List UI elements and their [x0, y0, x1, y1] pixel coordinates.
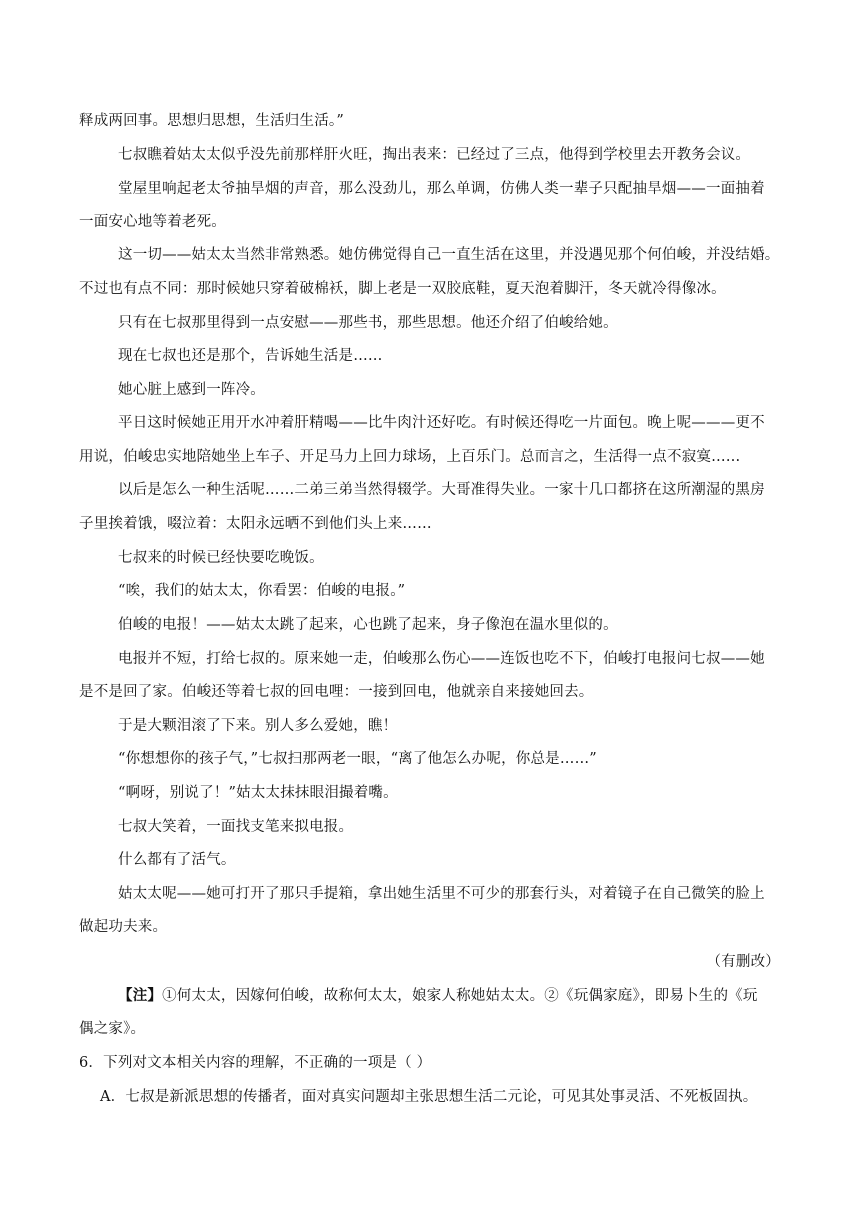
text-line: 七叔大笑着，一面找支笔来拟电报。 — [118, 819, 354, 835]
text-line: 用说，伯峻忠实地陪她坐上车子、开足马力上回力球场，上百乐门。总而言之，生活得一点不寂寞…… — [79, 449, 741, 465]
text-line: 是不是回了家。伯峻还等着七叔的回电哩：一接到回电，他就亲自来接她回去。 — [79, 684, 594, 700]
annotation-line — [118, 986, 758, 1006]
text-line: 一面安心地等着老死。 — [79, 214, 226, 230]
annotation-label: 【注】 — [118, 987, 163, 1004]
text-line: 以后是怎么一种生活呢……二弟三弟当然得辍学。大哥准得失业。一家十几口都挤在这所潮湿的黑房 — [118, 482, 765, 498]
text-line: 子里挨着饿，啜泣着：太阳永远晒不到他们头上来…… — [79, 516, 432, 532]
text-line: 只有在七叔那里得到一点安慰——那些书，那些思想。他还介绍了伯峻给她。 — [118, 315, 618, 331]
text-line: “唉，我们的姑太太，你看罢：伯峻的电报。” — [118, 583, 406, 599]
text-line: 做起功夫来。 — [79, 919, 168, 935]
text-line: 什么都有了活气。 — [118, 852, 236, 868]
text-line: 平日这时候她正用开水冲着肝精喝——比牛肉汁还好吃。有时候还得吃一片面包。晚上呢———更不 — [118, 415, 765, 431]
text-line: 电报并不短，打给七叔的。原来她一走，伯峻那么伤心——连饭也吃不下，伯峻打电报问七叔——她 — [118, 651, 765, 667]
text-line: 这一切——姑太太当然非常熟悉。她仿佛觉得自己一直生活在这里，并没遇见那个何伯峻，并没结婚。 — [118, 247, 780, 263]
source-note: （有删改） — [706, 954, 780, 970]
annotation-line: 偶之家》。 — [79, 1021, 146, 1037]
text-line: 于是大颗泪滚了下来。别人多么爱她，瞧！ — [118, 718, 398, 734]
question-stem: 6．下列对文本相关内容的理解，不正确的一项是（ ） — [79, 1055, 432, 1071]
text-line: 释成两回事。思想归思想，生活归生活。” — [79, 113, 344, 129]
text-line: 不过也有点不同：那时候她只穿着破棉袄，脚上老是一双胶底鞋，夏天泡着脚汗，冬天就冷得像冰。 — [79, 281, 726, 297]
question-option-a: A．七叔是新派思想的传播者，面对真实问题却主张思想生活二元论，可见其处事灵活、不死板固执。 — [100, 1089, 758, 1105]
text-line: 堂屋里响起老太爷抽旱烟的声音，那么没劲儿，那么单调，仿佛人类一辈子只配抽旱烟——一面抽着 — [118, 181, 765, 197]
text-line: 七叔瞧着姑太太似乎没先前那样肝火旺，掏出表来：已经过了三点，他得到学校里去开教务会议。 — [118, 147, 751, 163]
text-line: 七叔来的时候已经快要吃晚饭。 — [118, 550, 324, 566]
text-line: 姑太太呢——她可打开了那只手提箱，拿出她生活里不可少的那套行头，对着镜子在自己微笑的脸上 — [118, 886, 765, 902]
text-line: “你想想你的孩子气，”七叔扫那两老一眼，“离了他怎么办呢，你总是……” — [118, 751, 597, 767]
text-line: 现在七叔也还是那个，告诉她生活是…… — [118, 348, 383, 364]
text-line: 伯峻的电报！——姑太太跳了起来，心也跳了起来，身子像泡在温水里似的。 — [118, 617, 618, 633]
text-line: “啊呀，别说了！”姑太太抹抹眼泪撮着嘴。 — [118, 785, 398, 801]
text-line: 她心脏上感到一阵冷。 — [118, 382, 265, 398]
annotation-text: ①何太太，因嫁何伯峻，故称何太太，娘家人称她姑太太。②《玩偶家庭》，即易卜生的《玩 — [162, 988, 758, 1004]
